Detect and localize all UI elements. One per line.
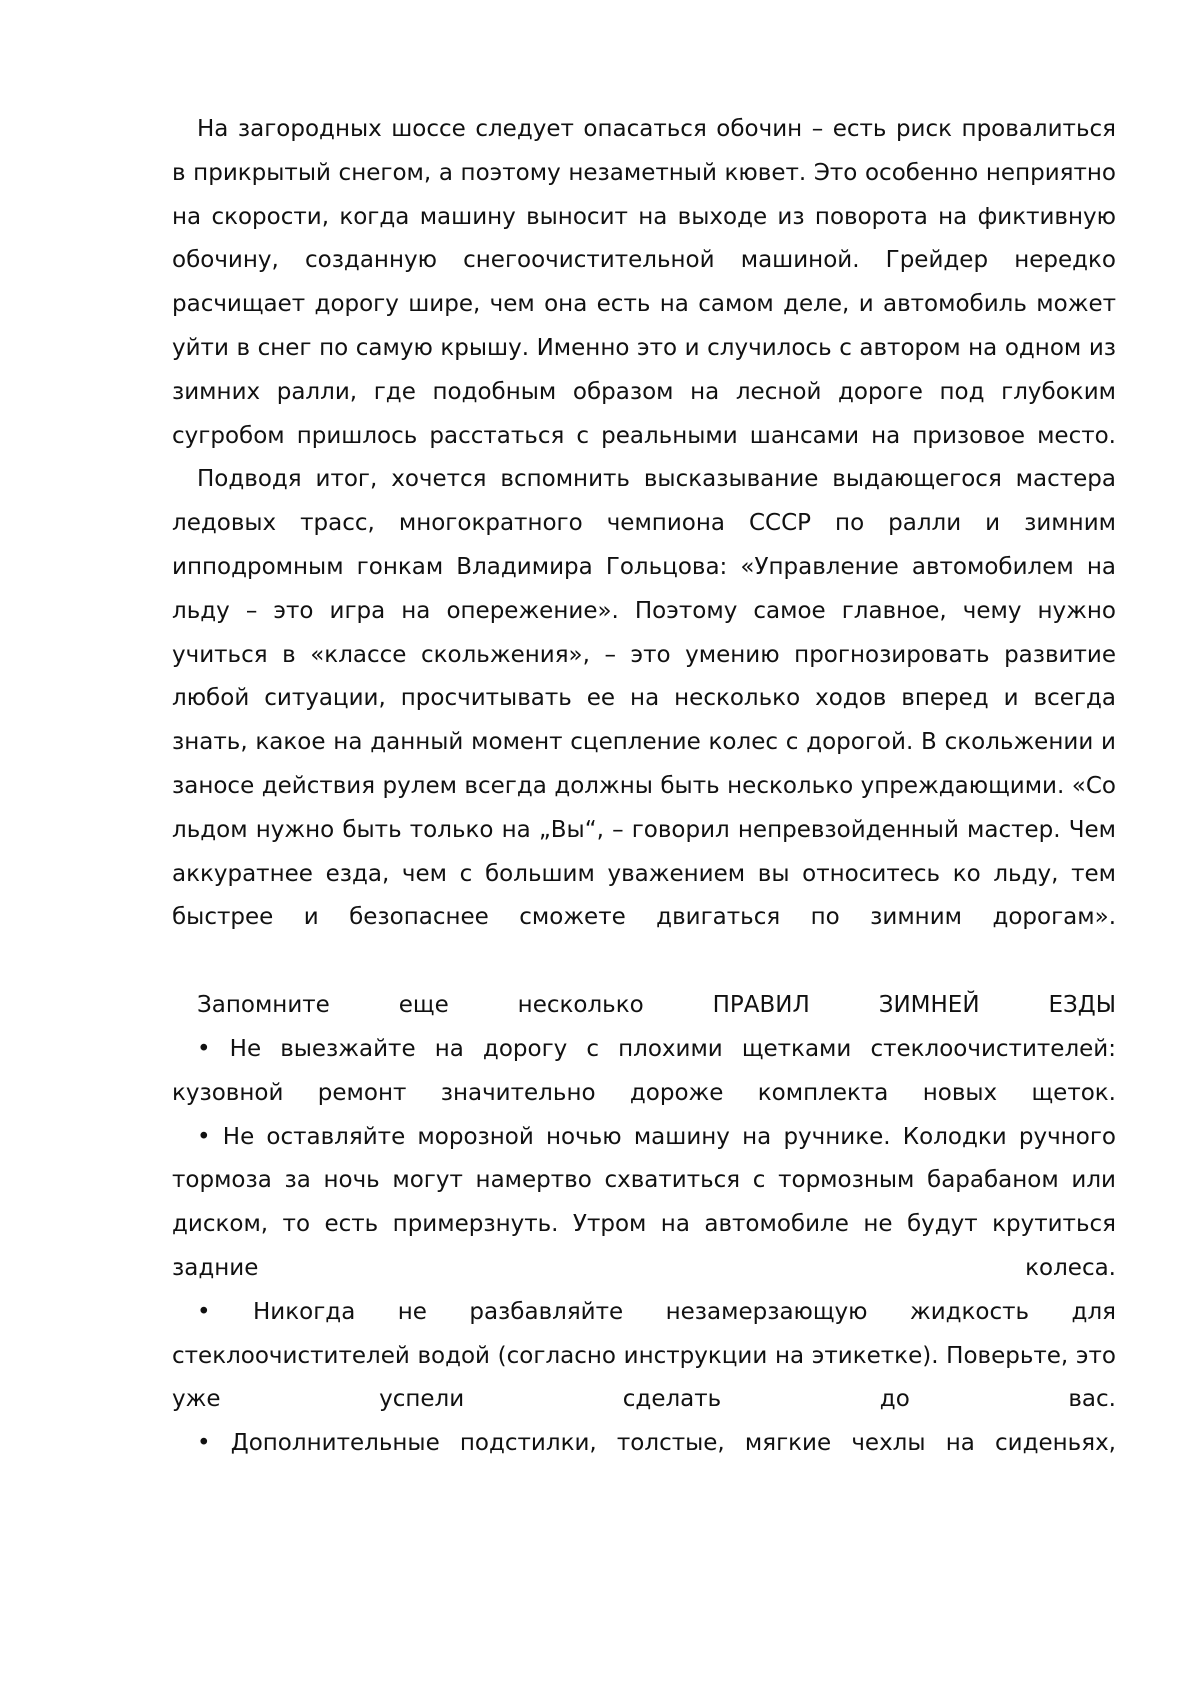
rules-heading: Запомните еще несколько ПРАВИЛ ЗИМНЕЙ ЕЗДЫ	[197, 992, 1116, 1019]
list-item-seat-covers: • Дополнительные подстилки, толстые, мягкие чехлы на сиденьях,	[197, 1430, 1116, 1457]
paragraph-goltsov-quote: Подводя итог, хочется вспомнить высказывание выдающегося мастера ледовых трасс, многократного чемпиона СССР по ралли и зимним ипподромным гонкам Владимира Гольцова: «Управление автомобилем на льду – это игра на опережение». Поэтому самое главное, чему нужно учиться в «классе скольжения», – это умению прогнозировать развитие любой ситуации, просчитывать ее на несколько ходов вперед и всегда знать, какое на данный момент сцепление колес с дорогой. В скольжении и заносе действия рулем всегда должны быть несколько упреждающими. «Со льдом нужно быть только на „Вы“, – говорил непревзойденный мастер. Чем аккуратнее езда, чем с большим уважением вы относитесь ко льду, тем быстрее и безопаснее сможете двигаться по зимним дорогам».	[172, 466, 1116, 931]
paragraph-roadside-ditch: На загородных шоссе следует опасаться обочин – есть риск провалиться в прикрытый снегом, а поэтому незаметный кювет. Это особенно неприятно на скорости, когда машину выносит на выходе из поворота на фиктивную обочину, созданную снегоочистительной машиной. Грейдер нередко расчищает дорогу шире, чем она есть на самом деле, и автомобиль может уйти в снег по самую крышу. Именно это и случилось с автором на одном из зимних ралли, где подобным образом на лесной дороге под глубоким сугробом пришлось расстаться с реальными шансами на призовое место.	[172, 116, 1116, 449]
list-item-handbrake: • Не оставляйте морозной ночью машину на ручнике. Колодки ручного тормоза за ночь могут намертво схватиться с тормозным барабаном или диском, то есть примерзнуть. Утром на автомобиле не будут крутиться задние колеса.	[172, 1123, 1116, 1281]
list-item-washer-fluid: • Никогда не разбавляйте незамерзающую жидкость для стеклоочистителей водой (согласно инструкции на этикетке). Поверьте, это уже успели сделать до вас.	[172, 1298, 1116, 1413]
document-body	[172, 108, 1116, 1466]
list-item-wipers: • Не выезжайте на дорогу с плохими щетками стеклоочистителей: кузовной ремонт значительно дороже комплекта новых щеток.	[172, 1035, 1116, 1106]
paragraph-spacer	[172, 940, 1116, 984]
